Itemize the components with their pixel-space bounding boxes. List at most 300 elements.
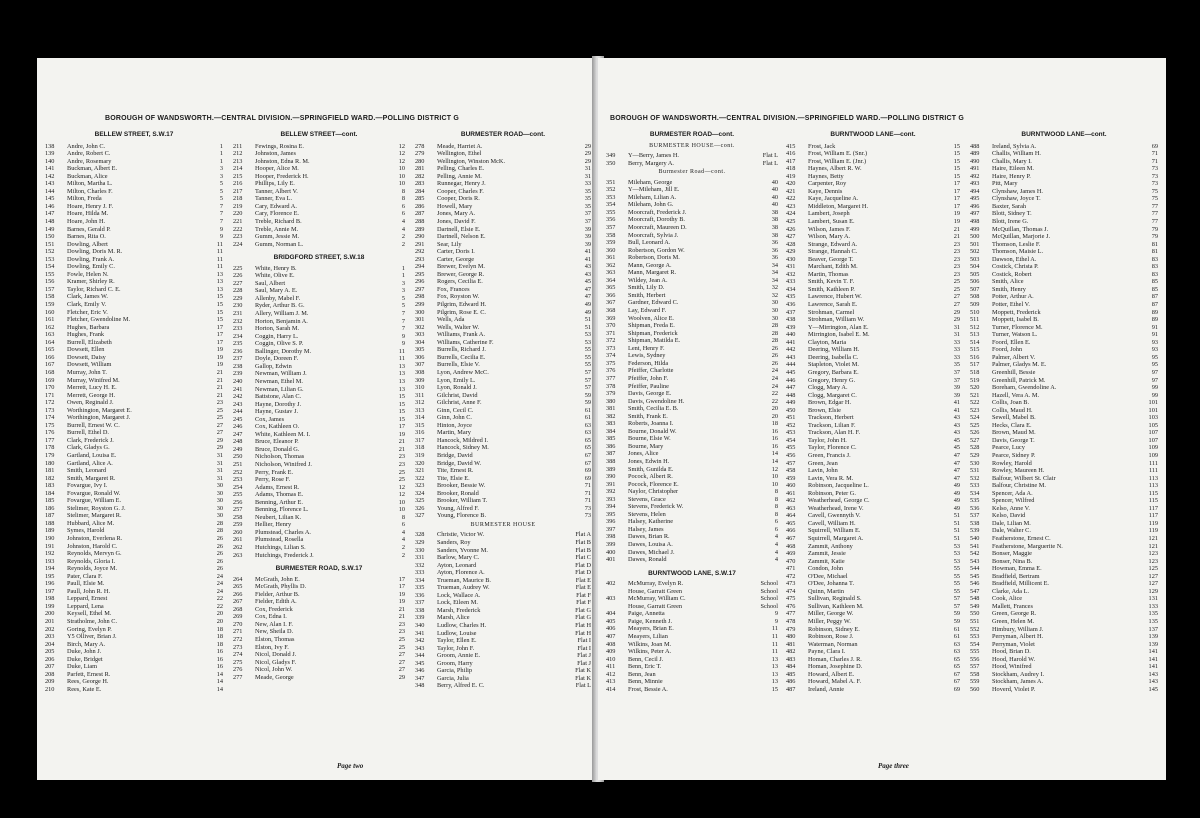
elector-name: Goring, Evelyn P. [67, 625, 112, 633]
house-number: 47 [584, 293, 591, 301]
house-number: 8 [774, 488, 778, 496]
elector-number: 235 [233, 340, 243, 348]
elector-row [606, 292, 778, 300]
elector-number: 503 [970, 255, 980, 263]
house-number: 77 [1151, 202, 1158, 210]
elector-name: Fielder, Edith A. [255, 598, 297, 606]
elector-number: 360 [606, 246, 616, 254]
house-number: 53 [584, 331, 591, 339]
elector-number: 507 [970, 285, 980, 293]
elector-number: 305 [415, 346, 425, 354]
elector-name: Paull, John R. H. [67, 587, 111, 595]
house-number: 25 [216, 414, 223, 422]
elector-number: 379 [606, 390, 616, 398]
elector-row [970, 633, 1158, 641]
elector-row [970, 618, 1158, 626]
elector-row [45, 188, 223, 196]
elector-row [606, 595, 778, 603]
elector-name: Sanders, Roy [437, 538, 471, 546]
elector-row [606, 420, 778, 428]
elector-number: 552 [970, 625, 980, 633]
elector-name: Squirrell, Margaret A. [808, 534, 864, 542]
elector-name: Dowling, Emily C. [67, 263, 115, 271]
elector-row [970, 210, 1158, 218]
house-number: 109 [1148, 451, 1158, 459]
house-number: 81 [1151, 248, 1158, 256]
elector-number: 194 [45, 565, 55, 573]
house-number: 59 [953, 610, 960, 618]
elector-number: 435 [786, 293, 796, 301]
elector-name: Andre, John C. [67, 142, 106, 150]
house-number: 35 [953, 361, 960, 369]
house-number: 119 [1148, 519, 1158, 527]
elector-number: 152 [45, 248, 55, 256]
house-number: 23 [398, 620, 405, 628]
house-number: 131 [1148, 595, 1158, 603]
house-number: 10 [771, 480, 778, 488]
elector-row [415, 460, 591, 468]
elector-number: 524 [970, 414, 980, 422]
elector-name: Smith, Cecilia E. B. [628, 405, 679, 413]
house-number: 29 [216, 444, 223, 452]
house-number: 63 [953, 648, 960, 656]
elector-row [606, 610, 778, 618]
elector-name: Trueman, Audrey W. [437, 584, 490, 592]
elector-name: Taylor, Ellen E. [437, 637, 477, 645]
elector-row [415, 271, 591, 279]
house-number: 5 [219, 187, 223, 195]
elector-row [233, 529, 405, 537]
house-number: 30 [771, 307, 778, 315]
house-number: Flat D [575, 561, 591, 569]
elector-row [606, 541, 778, 549]
elector-row [786, 543, 960, 551]
elector-row [45, 263, 223, 271]
house-number: 24 [216, 572, 223, 580]
elector-number: 296 [415, 278, 425, 286]
elector-row [233, 363, 405, 371]
house-number: 11 [216, 248, 223, 256]
elector-name: Y—Mileham, Jill E. [628, 186, 680, 194]
elector-number: 490 [970, 157, 980, 165]
elector-name: Ayton, Florence A. [437, 569, 485, 577]
elector-row [970, 256, 1158, 264]
elector-row [45, 452, 223, 460]
elector-name: Newman, Ethel M. [255, 377, 303, 385]
elector-name: Bradfield, Millicent E. [992, 580, 1050, 588]
elector-name: Dowling, Albert [67, 240, 108, 248]
elector-name: Naylor, Christopher [628, 488, 679, 496]
elector-name: Turner, Watson L. [992, 331, 1038, 339]
house-number: 38 [771, 224, 778, 232]
elector-name: Hutchings, Lilian S. [255, 543, 306, 551]
elector-name: Benn, Minnie [628, 678, 663, 686]
elector-row [415, 301, 591, 309]
elector-row [606, 186, 778, 194]
elector-name: Kelso, Anne V. [992, 504, 1030, 512]
elector-name: Palmer, Gladys M. E. [992, 361, 1047, 369]
elector-number: 337 [415, 599, 425, 607]
elector-name: Green, Francis J. [808, 451, 851, 459]
elector-row [606, 247, 778, 255]
house-number: 36 [771, 246, 778, 254]
elector-name: Gallop, Edwin [255, 362, 292, 370]
house-number: 21 [216, 384, 223, 392]
elector-row [606, 526, 778, 534]
elector-number: 402 [606, 580, 616, 588]
elector-row [233, 438, 405, 446]
elector-name: Taylor, Richard C. E. [67, 285, 121, 293]
elector-row [45, 580, 223, 588]
elector-name: Burrell, Ernest W. C. [67, 421, 120, 429]
elector-row [606, 466, 778, 474]
house-number: 3 [401, 287, 405, 295]
elector-name: Berry, Alfred E. C. [437, 682, 485, 690]
elector-row [45, 641, 223, 649]
elector-name: Brown, Edgar H. [808, 399, 852, 407]
elector-row [45, 218, 223, 226]
elector-name: Brooker, William T. [437, 497, 488, 505]
elector-row [45, 369, 223, 377]
house-number: 99 [1151, 391, 1158, 399]
elector-number: 284 [415, 187, 425, 195]
house-number: 1 [219, 150, 223, 158]
elector-number: 476 [786, 602, 796, 610]
elector-number: 506 [970, 278, 980, 286]
elector-number: 288 [415, 218, 425, 226]
elector-number: 253 [233, 476, 243, 484]
elector-row [786, 671, 960, 679]
elector-name: Bradfield, Bertram [992, 572, 1040, 580]
elector-row [233, 514, 405, 522]
elector-name: Burrells, Elsie V. [437, 361, 480, 369]
elector-name: Featherstone, Ernest C. [992, 534, 1051, 542]
house-number: Flat D [575, 569, 591, 577]
house-number: 29 [584, 157, 591, 165]
house-number: 14 [216, 678, 223, 686]
elector-number: 295 [415, 270, 425, 278]
elector-name: Nicol, Donald J. [255, 651, 297, 659]
elector-number: 213 [233, 157, 243, 165]
elector-row [415, 377, 591, 385]
house-number: 33 [953, 338, 960, 346]
house-number: 28 [216, 527, 223, 535]
elector-name: Brewer, Evelyn M. [437, 263, 486, 271]
elector-row [786, 407, 960, 415]
house-number: 14 [216, 685, 223, 693]
elector-number: 474 [786, 587, 796, 595]
elector-name: Keysell, Ethel M. [67, 610, 112, 618]
house-number: 41 [953, 406, 960, 414]
elector-name: Stevens, Frederick W. [628, 503, 684, 511]
house-number: 24 [771, 367, 778, 375]
elector-row [970, 497, 1158, 505]
elector-row [606, 625, 778, 633]
house-number: 26 [771, 344, 778, 352]
elector-name: Cooper, Doris R. [437, 195, 480, 203]
elector-row [606, 284, 778, 292]
house-number: 47 [953, 474, 960, 482]
house-number: 40 [771, 186, 778, 194]
elector-name: Dawes, Ronald [628, 556, 667, 564]
house-number: 6 [401, 210, 405, 218]
elector-name: Bourne, Donald W. [628, 427, 677, 435]
elector-row [415, 539, 591, 547]
house-number: 53 [953, 542, 960, 550]
elector-row [970, 263, 1158, 271]
elector-name: Waterman, Norman [808, 640, 858, 648]
column-heading: BURMESTER ROAD—cont. [460, 131, 546, 138]
elector-number: 553 [970, 633, 980, 641]
house-number: Flat B [575, 538, 591, 546]
house-number: 67 [953, 678, 960, 686]
house-number: 65 [584, 444, 591, 452]
elector-row [606, 330, 778, 338]
elector-name: Balfour, Wilbert St. Clair [992, 474, 1056, 482]
house-number: School [760, 587, 778, 595]
elector-name: Gumm, Jessie M. [255, 233, 300, 241]
elector-number: 239 [233, 370, 243, 378]
elector-row [415, 195, 591, 203]
house-number: 35 [584, 202, 591, 210]
elector-name: Lawrence, Sarah E. [808, 301, 858, 309]
elector-row [786, 414, 960, 422]
elector-name: Gartland, Alice A. [67, 459, 113, 467]
elector-number: 540 [970, 534, 980, 542]
elector-number: 441 [786, 338, 796, 346]
house-number: 38 [771, 231, 778, 239]
house-number: 71 [1151, 150, 1158, 158]
elector-name: Hughes, Frank [67, 331, 105, 339]
elector-name: Dawes, Michael J. [628, 548, 675, 556]
elector-name: Howard, Albert E. [808, 670, 855, 678]
elector-row [606, 179, 778, 187]
elector-number: 376 [606, 367, 616, 375]
elector-number: 275 [233, 658, 243, 666]
elector-number: 156 [45, 278, 55, 286]
elector-row [786, 180, 960, 188]
elector-number: 262 [233, 543, 243, 551]
elector-number: 338 [415, 606, 425, 614]
elector-name: Collis, Maud H. [992, 406, 1033, 414]
house-number: 11 [771, 648, 778, 656]
elector-number: 195 [45, 572, 55, 580]
elector-name: Young, Alfred F. [437, 504, 479, 512]
elector-name: Ryder, Arthur B. G. [255, 302, 305, 310]
elector-row [415, 547, 591, 555]
elector-row [606, 239, 778, 247]
house-number: 21 [953, 225, 960, 233]
house-number: 59 [584, 391, 591, 399]
elector-row [45, 392, 223, 400]
elector-row [786, 505, 960, 513]
house-number: 18 [216, 640, 223, 648]
elector-name: Birch, Mary A. [67, 640, 106, 648]
elector-row [970, 286, 1158, 294]
house-number: 127 [1148, 572, 1158, 580]
elector-number: 287 [415, 210, 425, 218]
elector-number: 168 [45, 368, 55, 376]
elector-number: 240 [233, 377, 243, 385]
house-number: 17 [398, 583, 405, 591]
elector-number: 177 [45, 436, 55, 444]
elector-number: 550 [970, 610, 980, 618]
elector-row [415, 490, 591, 498]
elector-number: 192 [45, 550, 55, 558]
elector-number: 257 [233, 506, 243, 514]
elector-number: 301 [415, 316, 425, 324]
elector-name: Turner, Florence M. [992, 323, 1043, 331]
elector-row [786, 346, 960, 354]
house-number: 28 [216, 519, 223, 527]
elector-name: Tanner, Albert V. [255, 187, 298, 195]
elector-row [786, 195, 960, 203]
elector-name: White, Henry B. [255, 264, 297, 272]
elector-number: 176 [45, 429, 55, 437]
house-number: 15 [216, 301, 223, 309]
elector-row [786, 444, 960, 452]
elector-name: Williams, Frank A. [437, 331, 486, 339]
house-number: 11 [216, 240, 223, 248]
house-number: 57 [584, 376, 591, 384]
elector-row [786, 437, 960, 445]
house-number: 31 [216, 474, 223, 482]
elector-number: 393 [606, 495, 616, 503]
elector-row [415, 309, 591, 317]
elector-row [45, 195, 223, 203]
house-number: 61 [584, 406, 591, 414]
elector-number: 285 [415, 195, 425, 203]
elector-row [786, 618, 960, 626]
elector-number: 326 [415, 504, 425, 512]
house-number: 11 [398, 347, 405, 355]
house-number: 2 [401, 233, 405, 241]
elector-row [970, 429, 1158, 437]
left-page [37, 58, 597, 780]
elector-name: Bridge, David [437, 451, 473, 459]
house-number: 29 [216, 436, 223, 444]
elector-row [786, 369, 960, 377]
house-number: 1 [401, 264, 405, 272]
elector-name: Marchant, Edith M. [808, 263, 858, 271]
house-number: 109 [1148, 444, 1158, 452]
elector-name: Cox, Edna I. [255, 613, 287, 621]
elector-row [233, 386, 405, 394]
elector-number: 202 [45, 625, 55, 633]
house-number: 97 [1151, 368, 1158, 376]
house-number: 34 [771, 269, 778, 277]
elector-number: 286 [415, 202, 425, 210]
elector-row [786, 550, 960, 558]
elector-row [415, 339, 591, 347]
elector-name: Paull, Elsie M. [67, 580, 105, 588]
elector-row [233, 461, 405, 469]
elector-row [415, 293, 591, 301]
elector-number: 511 [970, 316, 980, 324]
elector-number: 353 [606, 193, 616, 201]
elector-number: 512 [970, 323, 980, 331]
house-number: 14 [771, 450, 778, 458]
elector-row [606, 254, 778, 262]
house-number: Flat F [576, 591, 591, 599]
elector-row [45, 361, 223, 369]
elector-row [970, 626, 1158, 634]
house-number: 93 [1151, 346, 1158, 354]
house-number: 41 [953, 399, 960, 407]
elector-row [415, 150, 591, 158]
elector-name: Taylor, Florence C. [808, 444, 857, 452]
elector-row [45, 460, 223, 468]
elector-name: Dawes, Louisa A. [628, 540, 673, 548]
elector-number: 380 [606, 397, 616, 405]
house-number: 39 [953, 391, 960, 399]
elector-row [970, 437, 1158, 445]
elector-row [786, 678, 960, 686]
elector-name: Gumm, Norman L. [255, 240, 304, 248]
elector-name: Moorcraft, Dorothy B. [628, 216, 686, 224]
house-number: 30 [216, 489, 223, 497]
elector-number: 412 [606, 670, 616, 678]
elector-name: Christie, Victor W. [437, 531, 485, 539]
elector-name: Dowling, Doris M. R. [67, 248, 123, 256]
elector-row [606, 656, 778, 664]
house-number: 6 [774, 525, 778, 533]
elector-number: 252 [233, 468, 243, 476]
elector-row [970, 663, 1158, 671]
house-number: 12 [398, 157, 405, 165]
elector-name: Howman, Emma E. [992, 565, 1042, 573]
elector-name: Lawrence, Hubert W. [808, 293, 862, 301]
elector-row [233, 521, 405, 529]
house-number: 23 [953, 270, 960, 278]
elector-number: 158 [45, 293, 55, 301]
elector-number: 218 [233, 195, 243, 203]
house-number: 41 [584, 248, 591, 256]
elector-number: 345 [415, 659, 425, 667]
house-number: 43 [584, 263, 591, 271]
elector-row [606, 648, 778, 656]
elector-number: 494 [970, 187, 980, 195]
house-number: 117 [1148, 512, 1158, 520]
house-number: 29 [953, 316, 960, 324]
elector-number: 452 [786, 421, 796, 429]
house-number: 16 [771, 435, 778, 443]
elector-row [786, 173, 960, 181]
elector-row [970, 490, 1158, 498]
elector-row [415, 577, 591, 585]
elector-number: 537 [970, 512, 980, 520]
elector-name: Brewer, George R. [437, 270, 485, 278]
elector-name: Gilchrist, Anne F. [437, 399, 482, 407]
elector-name: Ayton, Leonard [437, 561, 477, 569]
house-number: 111 [1149, 459, 1158, 467]
elector-number: 442 [786, 346, 796, 354]
elector-name: Moorcraft, Maureen D. [628, 224, 687, 232]
elector-number: 173 [45, 406, 55, 414]
house-number: 15 [953, 142, 960, 150]
elector-name: Condon, John [808, 565, 843, 573]
elector-number: 222 [233, 225, 243, 233]
elector-row [786, 241, 960, 249]
elector-row [786, 467, 960, 475]
elector-name: Hubbard, Alice M. [67, 519, 115, 527]
elector-row [415, 569, 591, 577]
elector-row [970, 316, 1158, 324]
elector-number: 300 [415, 308, 425, 316]
house-number: 105 [1148, 421, 1158, 429]
elector-row [606, 398, 778, 406]
house-number: Flat B [575, 546, 591, 554]
